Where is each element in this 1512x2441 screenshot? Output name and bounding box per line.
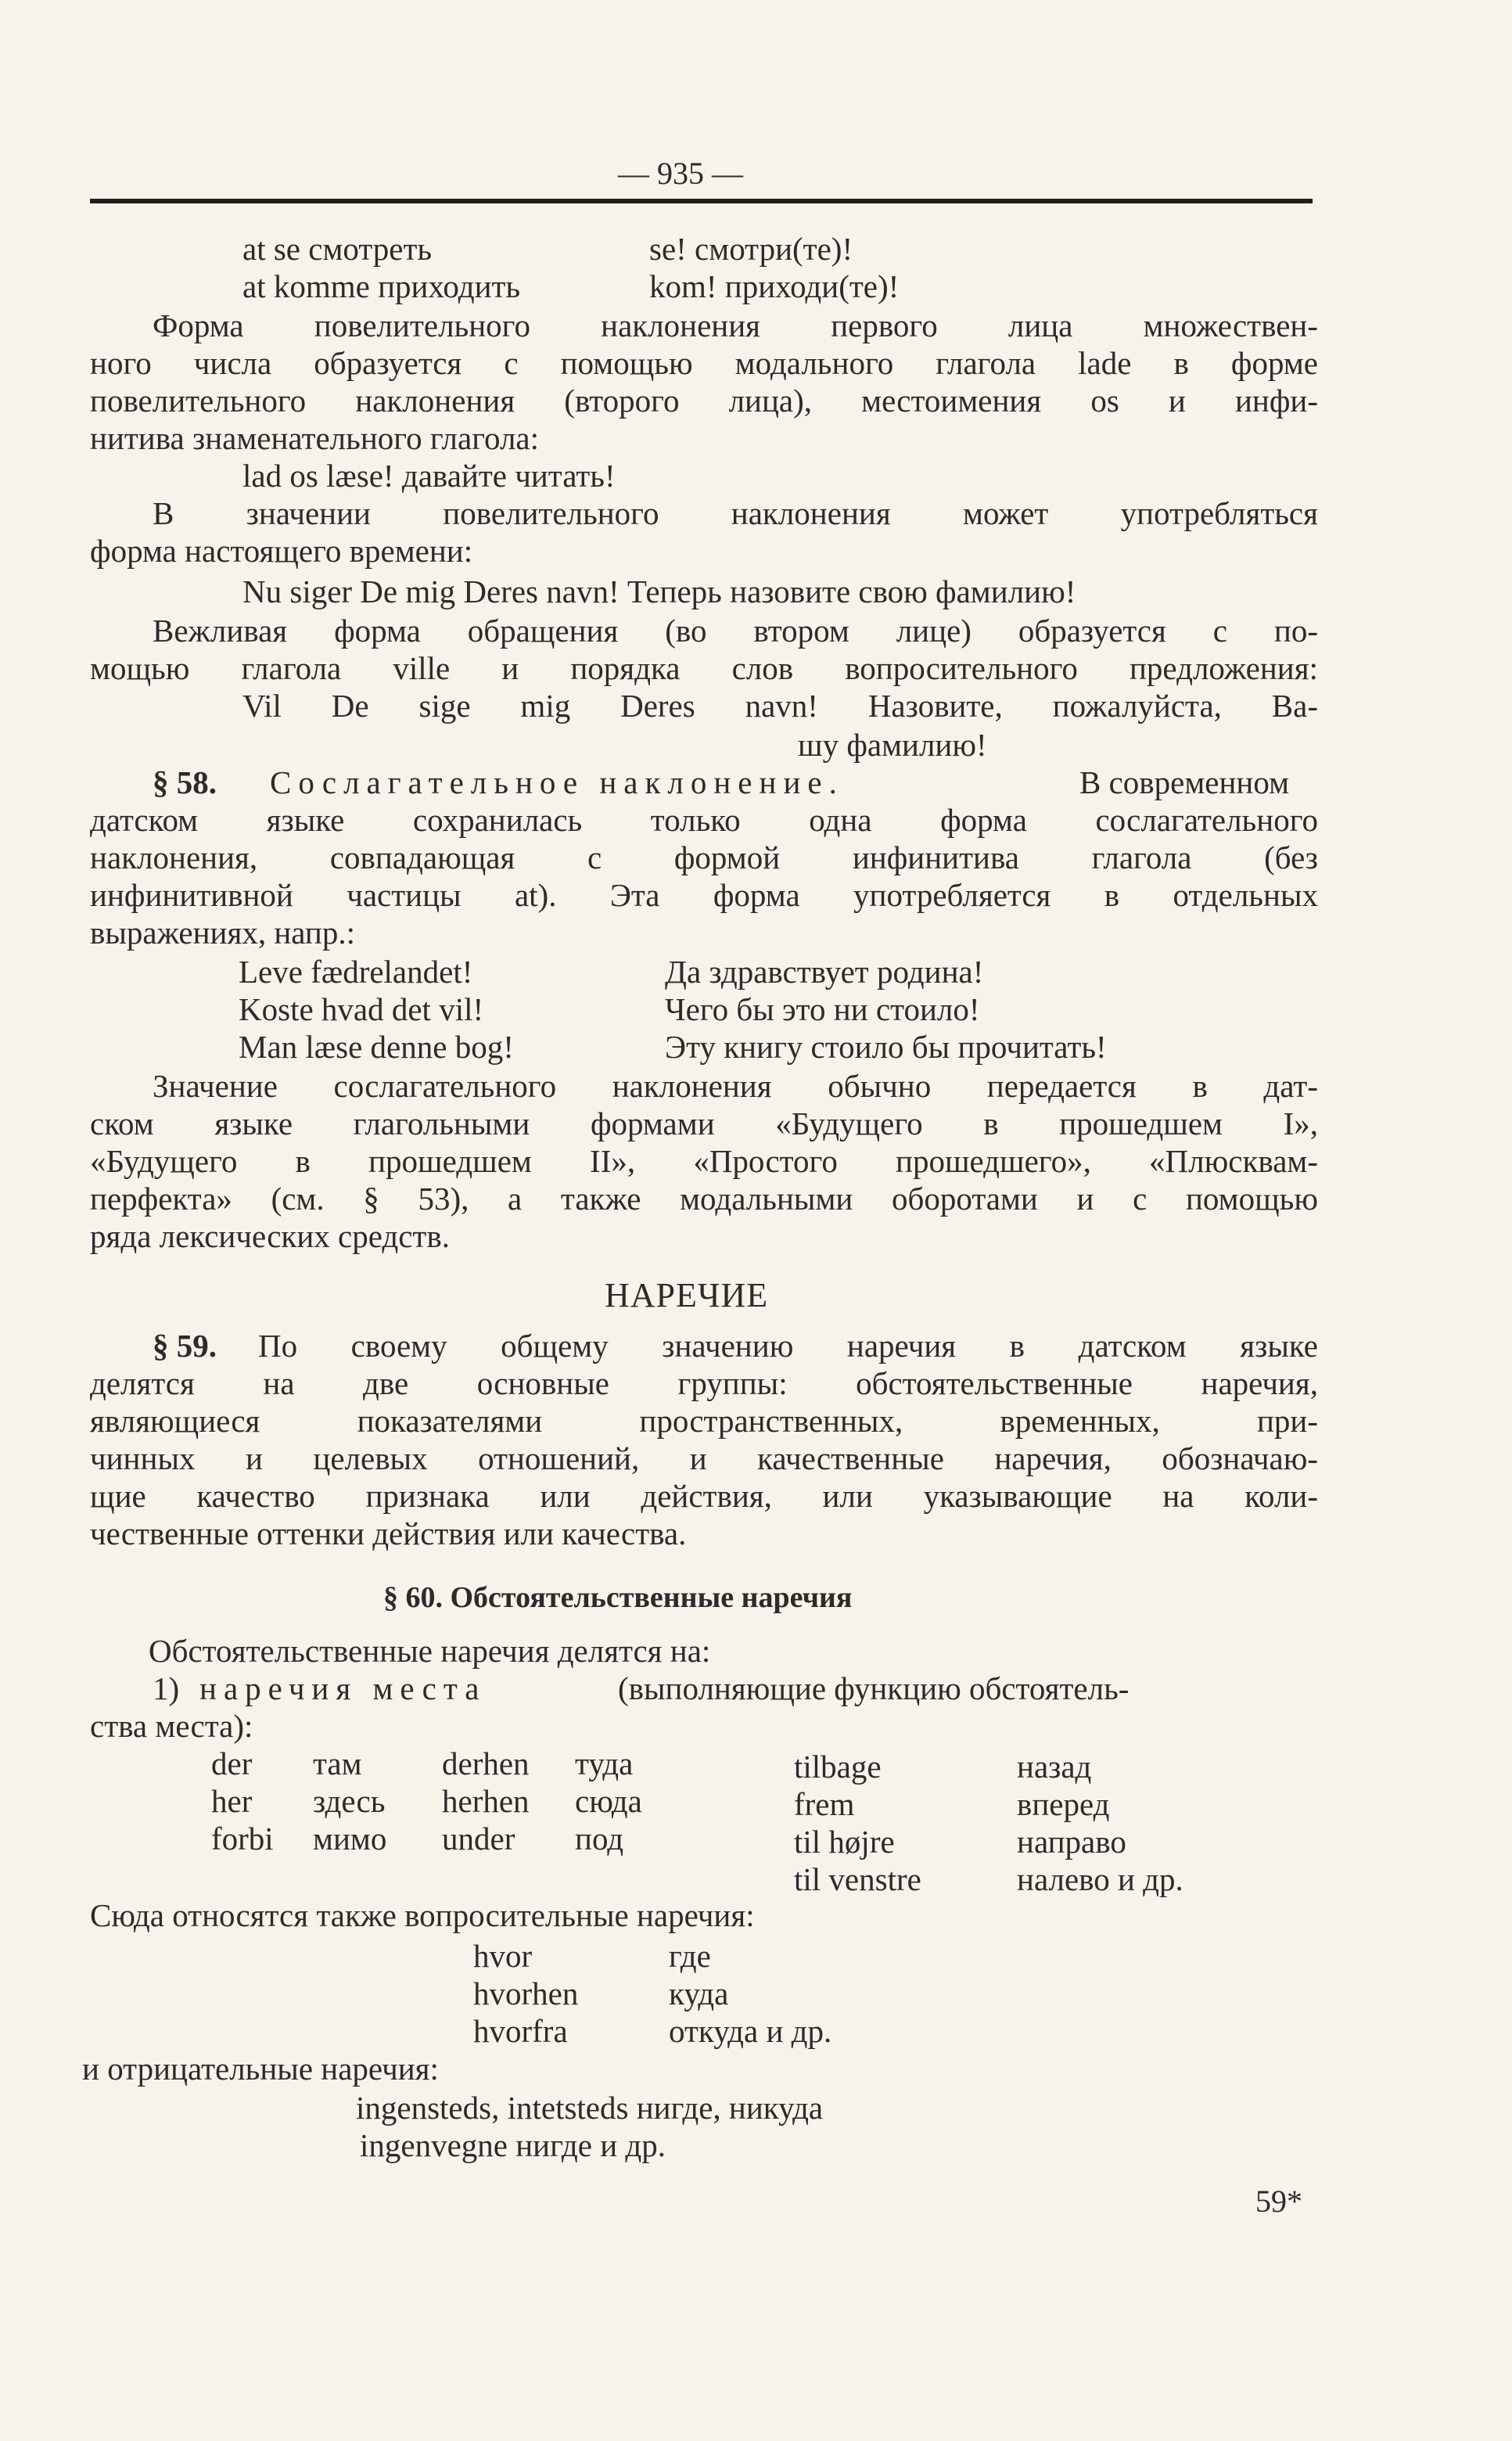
section-59-number: § 59. xyxy=(153,1328,217,1364)
section-58-title: Сослагательное наклонение. xyxy=(270,764,844,800)
chapter-heading: НАРЕЧИЕ xyxy=(605,1276,769,1314)
paragraph-line: форма настоящего времени: xyxy=(90,533,473,569)
example-danish: Koste hvad det vil! xyxy=(239,991,484,1027)
adverb-danish: her xyxy=(211,1783,253,1819)
adverb-russian: сюда xyxy=(575,1783,642,1819)
paragraph-line: ряда лексических средств. xyxy=(90,1218,450,1254)
adverb-danish: til venstre xyxy=(794,1861,921,1897)
list-number: 1) xyxy=(153,1670,180,1706)
adverb-russian: назад xyxy=(1017,1749,1092,1785)
paragraph-line: чественные оттенки действия или качества. xyxy=(90,1515,687,1551)
paragraph-line: Форма повелительного наклонения первого лица множествен- xyxy=(153,307,1318,343)
paragraph-line: В значении повелительного наклонения может употребляться xyxy=(153,495,1318,531)
signature-mark: 59* xyxy=(1255,2184,1302,2219)
example-danish: Man læse denne bog! xyxy=(239,1029,514,1065)
example-vil-de-cont: шу фамилию! xyxy=(798,727,987,763)
paragraph-line: перфекта» (см. § 53), а также модальными оборотами и с помощью xyxy=(90,1181,1318,1217)
example-komme: at komme приходить xyxy=(242,268,521,304)
paragraph-line: повелительного наклонения (второго лица), местоимения os и инфи- xyxy=(90,383,1318,419)
paragraph-line: являющиеся показателями пространственных, временных, при- xyxy=(90,1403,1318,1439)
paragraph-line: По своему общему значению наречия в датском языке xyxy=(258,1328,1318,1364)
negative-adverb-line: ingensteds, intetsteds нигде, никуда xyxy=(356,2090,824,2126)
example-komme-imperative: kom! приходи(те)! xyxy=(649,268,900,304)
section-60-heading: § 60. Обстоятельственные наречия xyxy=(383,1581,853,1614)
adverb-russian: направо xyxy=(1017,1824,1126,1860)
paragraph-line: инфинитивной частицы at). Эта форма употребляется в отдельных xyxy=(90,877,1318,913)
paragraph-line: (выполняющие функцию обстоятель- xyxy=(618,1670,1130,1706)
paragraph-line: датском языке сохранилась только одна форма сослагательного xyxy=(90,802,1318,838)
paragraph-line: щие качество признака или действия, или указывающие на коли- xyxy=(90,1478,1318,1514)
adverb-danish: hvor xyxy=(473,1938,533,1974)
paragraph-line: чинных и целевых отношений, и качественные наречия, обозначаю- xyxy=(90,1440,1318,1476)
negative-adverb-line: ingenvegne нигде и др. xyxy=(360,2127,666,2163)
example-vil-de: Vil De sige mig Deres navn! Назовите, пожалуйста, Ва- xyxy=(242,688,1318,724)
header-rule xyxy=(90,199,1313,203)
paragraph-line: Обстоятельственные наречия делятся на: xyxy=(149,1633,711,1669)
example-russian: Да здравствует родина! xyxy=(665,954,984,990)
paragraph-line: Сюда относятся также вопросительные наречия: xyxy=(90,1897,755,1933)
section-58-number: § 58. xyxy=(153,764,217,800)
adverb-russian: вперед xyxy=(1017,1786,1110,1822)
adverb-russian: под xyxy=(575,1821,624,1857)
adverb-danish: hvorhen xyxy=(473,1975,579,2011)
paragraph-line: «Будущего в прошедшем II», «Простого прошедшего», «Плюсквам- xyxy=(90,1143,1318,1179)
paragraph-line: делятся на две основные группы: обстоятельственные наречия, xyxy=(90,1365,1318,1401)
paragraph-line: и отрицательные наречия: xyxy=(82,2051,439,2087)
paragraph-line: выражениях, напр.: xyxy=(90,915,356,951)
adverb-danish: under xyxy=(442,1821,515,1857)
adverb-danish: herhen xyxy=(442,1783,530,1819)
adverb-russian: налево и др. xyxy=(1017,1861,1183,1897)
paragraph-line: В современном xyxy=(1079,764,1290,800)
adverb-russian: здесь xyxy=(313,1783,386,1819)
adverb-russian: куда xyxy=(669,1975,729,2011)
example-lad-os: lad os læse! давайте читать! xyxy=(242,458,616,494)
adverb-russian: где xyxy=(669,1938,711,1974)
adverb-danish: til højre xyxy=(794,1824,895,1860)
example-se: at se смотреть xyxy=(242,231,433,267)
adverb-russian: туда xyxy=(575,1745,634,1781)
adverb-danish: derhen xyxy=(442,1745,530,1781)
list-term: наречия места xyxy=(199,1670,487,1706)
paragraph-line: ском языке глагольными формами «Будущего в прошедшем I», xyxy=(90,1105,1318,1141)
adverb-danish: tilbage xyxy=(794,1749,882,1785)
paragraph-line: ства места): xyxy=(90,1708,253,1744)
paragraph-line: наклонения, совпадающая с формой инфинитива глагола (без xyxy=(90,839,1318,875)
adverb-russian: мимо xyxy=(313,1821,387,1857)
example-nu-siger: Nu siger De mig Deres navn! Теперь назовите свою фамилию! xyxy=(242,573,1076,609)
paragraph-line: мощью глагола ville и порядка слов вопросительного предложения: xyxy=(90,650,1318,686)
adverb-danish: hvorfra xyxy=(473,2013,568,2049)
adverb-russian: там xyxy=(313,1745,362,1781)
paragraph-line: Значение сослагательного наклонения обычно передается в дат- xyxy=(153,1068,1318,1104)
page-number: — 935 — xyxy=(618,156,743,191)
example-danish: Leve fædrelandet! xyxy=(239,954,473,990)
adverb-danish: frem xyxy=(794,1786,855,1822)
paragraph-line: нитива знаменательного глагола: xyxy=(90,420,540,456)
paragraph-line: Вежливая форма обращения (во втором лице) образуется с по- xyxy=(153,613,1318,649)
example-russian: Эту книгу стоило бы прочитать! xyxy=(665,1029,1107,1065)
example-russian: Чего бы это ни стоило! xyxy=(665,991,980,1027)
adverb-russian: откуда и др. xyxy=(669,2013,832,2049)
example-se-imperative: se! смотри(те)! xyxy=(649,231,853,267)
adverb-danish: der xyxy=(211,1745,253,1781)
paragraph-line: ного числа образуется с помощью модального глагола lade в форме xyxy=(90,345,1318,381)
adverb-danish: forbi xyxy=(211,1821,274,1857)
